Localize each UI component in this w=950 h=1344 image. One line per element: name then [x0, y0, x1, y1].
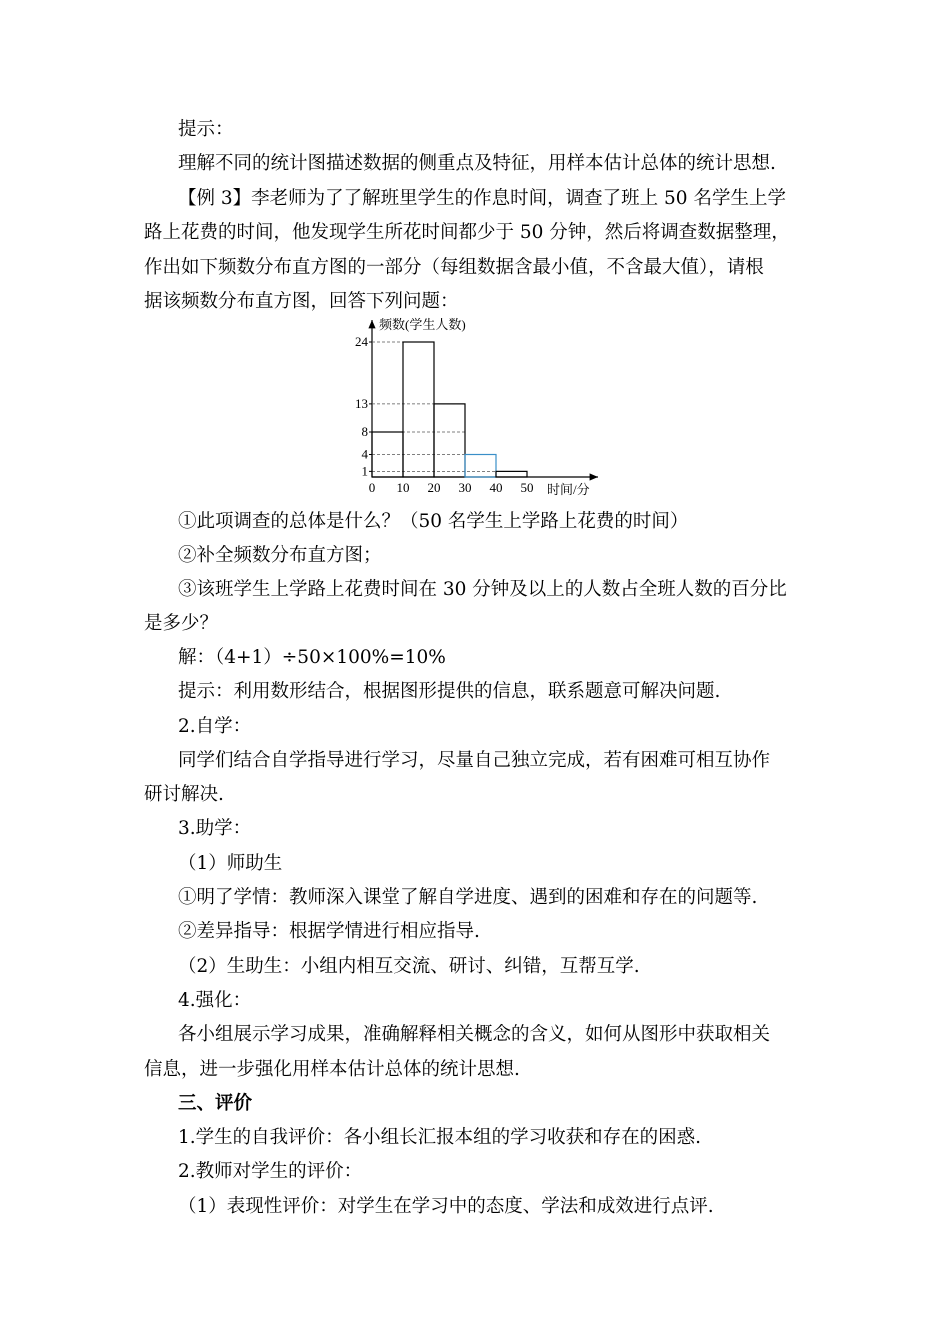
- y-tick-label: 4: [361, 446, 368, 462]
- histogram-bar: [403, 342, 434, 477]
- text-line: 据该频数分布直方图，回答下列问题：: [144, 291, 459, 312]
- x-tick-label: 30: [458, 480, 472, 495]
- text-line: 研讨解决.: [144, 784, 224, 805]
- y-tick-label: 8: [361, 424, 368, 439]
- text-line: （1）师助生: [178, 853, 283, 874]
- text-line: 3.助学：: [178, 818, 252, 839]
- text-line: 提示：利用数形结合，根据图形提供的信息，联系题意可解决问题.: [178, 681, 721, 702]
- x-axis-label: 时间/分: [547, 482, 590, 497]
- histogram-chart: [340, 310, 620, 502]
- text-line: ②差异指导：根据学情进行相应指导.: [178, 921, 480, 942]
- text-line: 是多少？: [144, 613, 219, 634]
- text-line: 路上花费的时间，他发现学生所花时间都少于 50 分钟，然后将调查数据整理，: [144, 222, 790, 243]
- x-tick-label: 10: [396, 480, 410, 495]
- text-line: 信息，进一步强化用样本估计总体的统计思想.: [144, 1059, 520, 1080]
- text-line: 2.自学：: [178, 716, 252, 737]
- text-line: ②补全频数分布直方图；: [178, 545, 382, 566]
- text-line: 各小组展示学习成果，准确解释相关概念的含义，如何从图形中获取相关: [178, 1024, 771, 1045]
- histogram-bar: [496, 471, 527, 477]
- y-tick-label: 24: [355, 334, 368, 349]
- section-heading: 三、评价: [178, 1093, 253, 1114]
- text-line: （2）生助生：小组内相互交流、研讨、纠错，互帮互学.: [178, 956, 640, 977]
- text-line: （1）表现性评价：对学生在学习中的态度、学法和成效进行点评.: [178, 1196, 714, 1217]
- x-tick-label: 0: [368, 480, 376, 495]
- text-line: 4.强化：: [178, 990, 252, 1011]
- text-line: 同学们结合自学指导进行学习，尽量自己独立完成，若有困难可相互协作: [178, 750, 771, 771]
- text-line: 理解不同的统计图描述数据的侧重点及特征，用样本估计总体的统计思想.: [178, 153, 776, 174]
- y-tick-label: 1: [361, 463, 368, 479]
- text-line: 作出如下频数分布直方图的一部分（每组数据含最小值，不含最大值），请根: [144, 257, 764, 278]
- text-line: 解：（4+1）÷50×100%=10%: [178, 647, 446, 668]
- text-line: 【例 3】李老师为了了解班里学生的作息时间，调查了班上 50 名学生上学: [178, 188, 786, 209]
- text-line: 2.教师对学生的评价：: [178, 1161, 363, 1182]
- x-tick-label: 20: [427, 480, 441, 495]
- histogram-bar: [434, 404, 465, 477]
- text-line: ①此项调查的总体是什么？（50 名学生上学路上花费的时间）: [178, 511, 689, 532]
- text-line: ③该班学生上学路上花费时间在 30 分钟及以上的人数占全班人数的百分比: [178, 579, 787, 600]
- x-tick-label: 50: [520, 480, 534, 495]
- text-line: 1.学生的自我评价：各小组长汇报本组的学习收获和存在的困惑.: [178, 1127, 702, 1148]
- y-tick-label: 13: [355, 395, 368, 411]
- y-axis-label: 频数(学生人数): [379, 317, 466, 332]
- histogram-bar: [465, 455, 496, 478]
- text-line: ①明了学情：教师深入课堂了解自学进度、遇到的困难和存在的问题等.: [178, 887, 758, 908]
- x-tick-label: 40: [489, 480, 503, 495]
- text-line: 提示：: [178, 119, 234, 140]
